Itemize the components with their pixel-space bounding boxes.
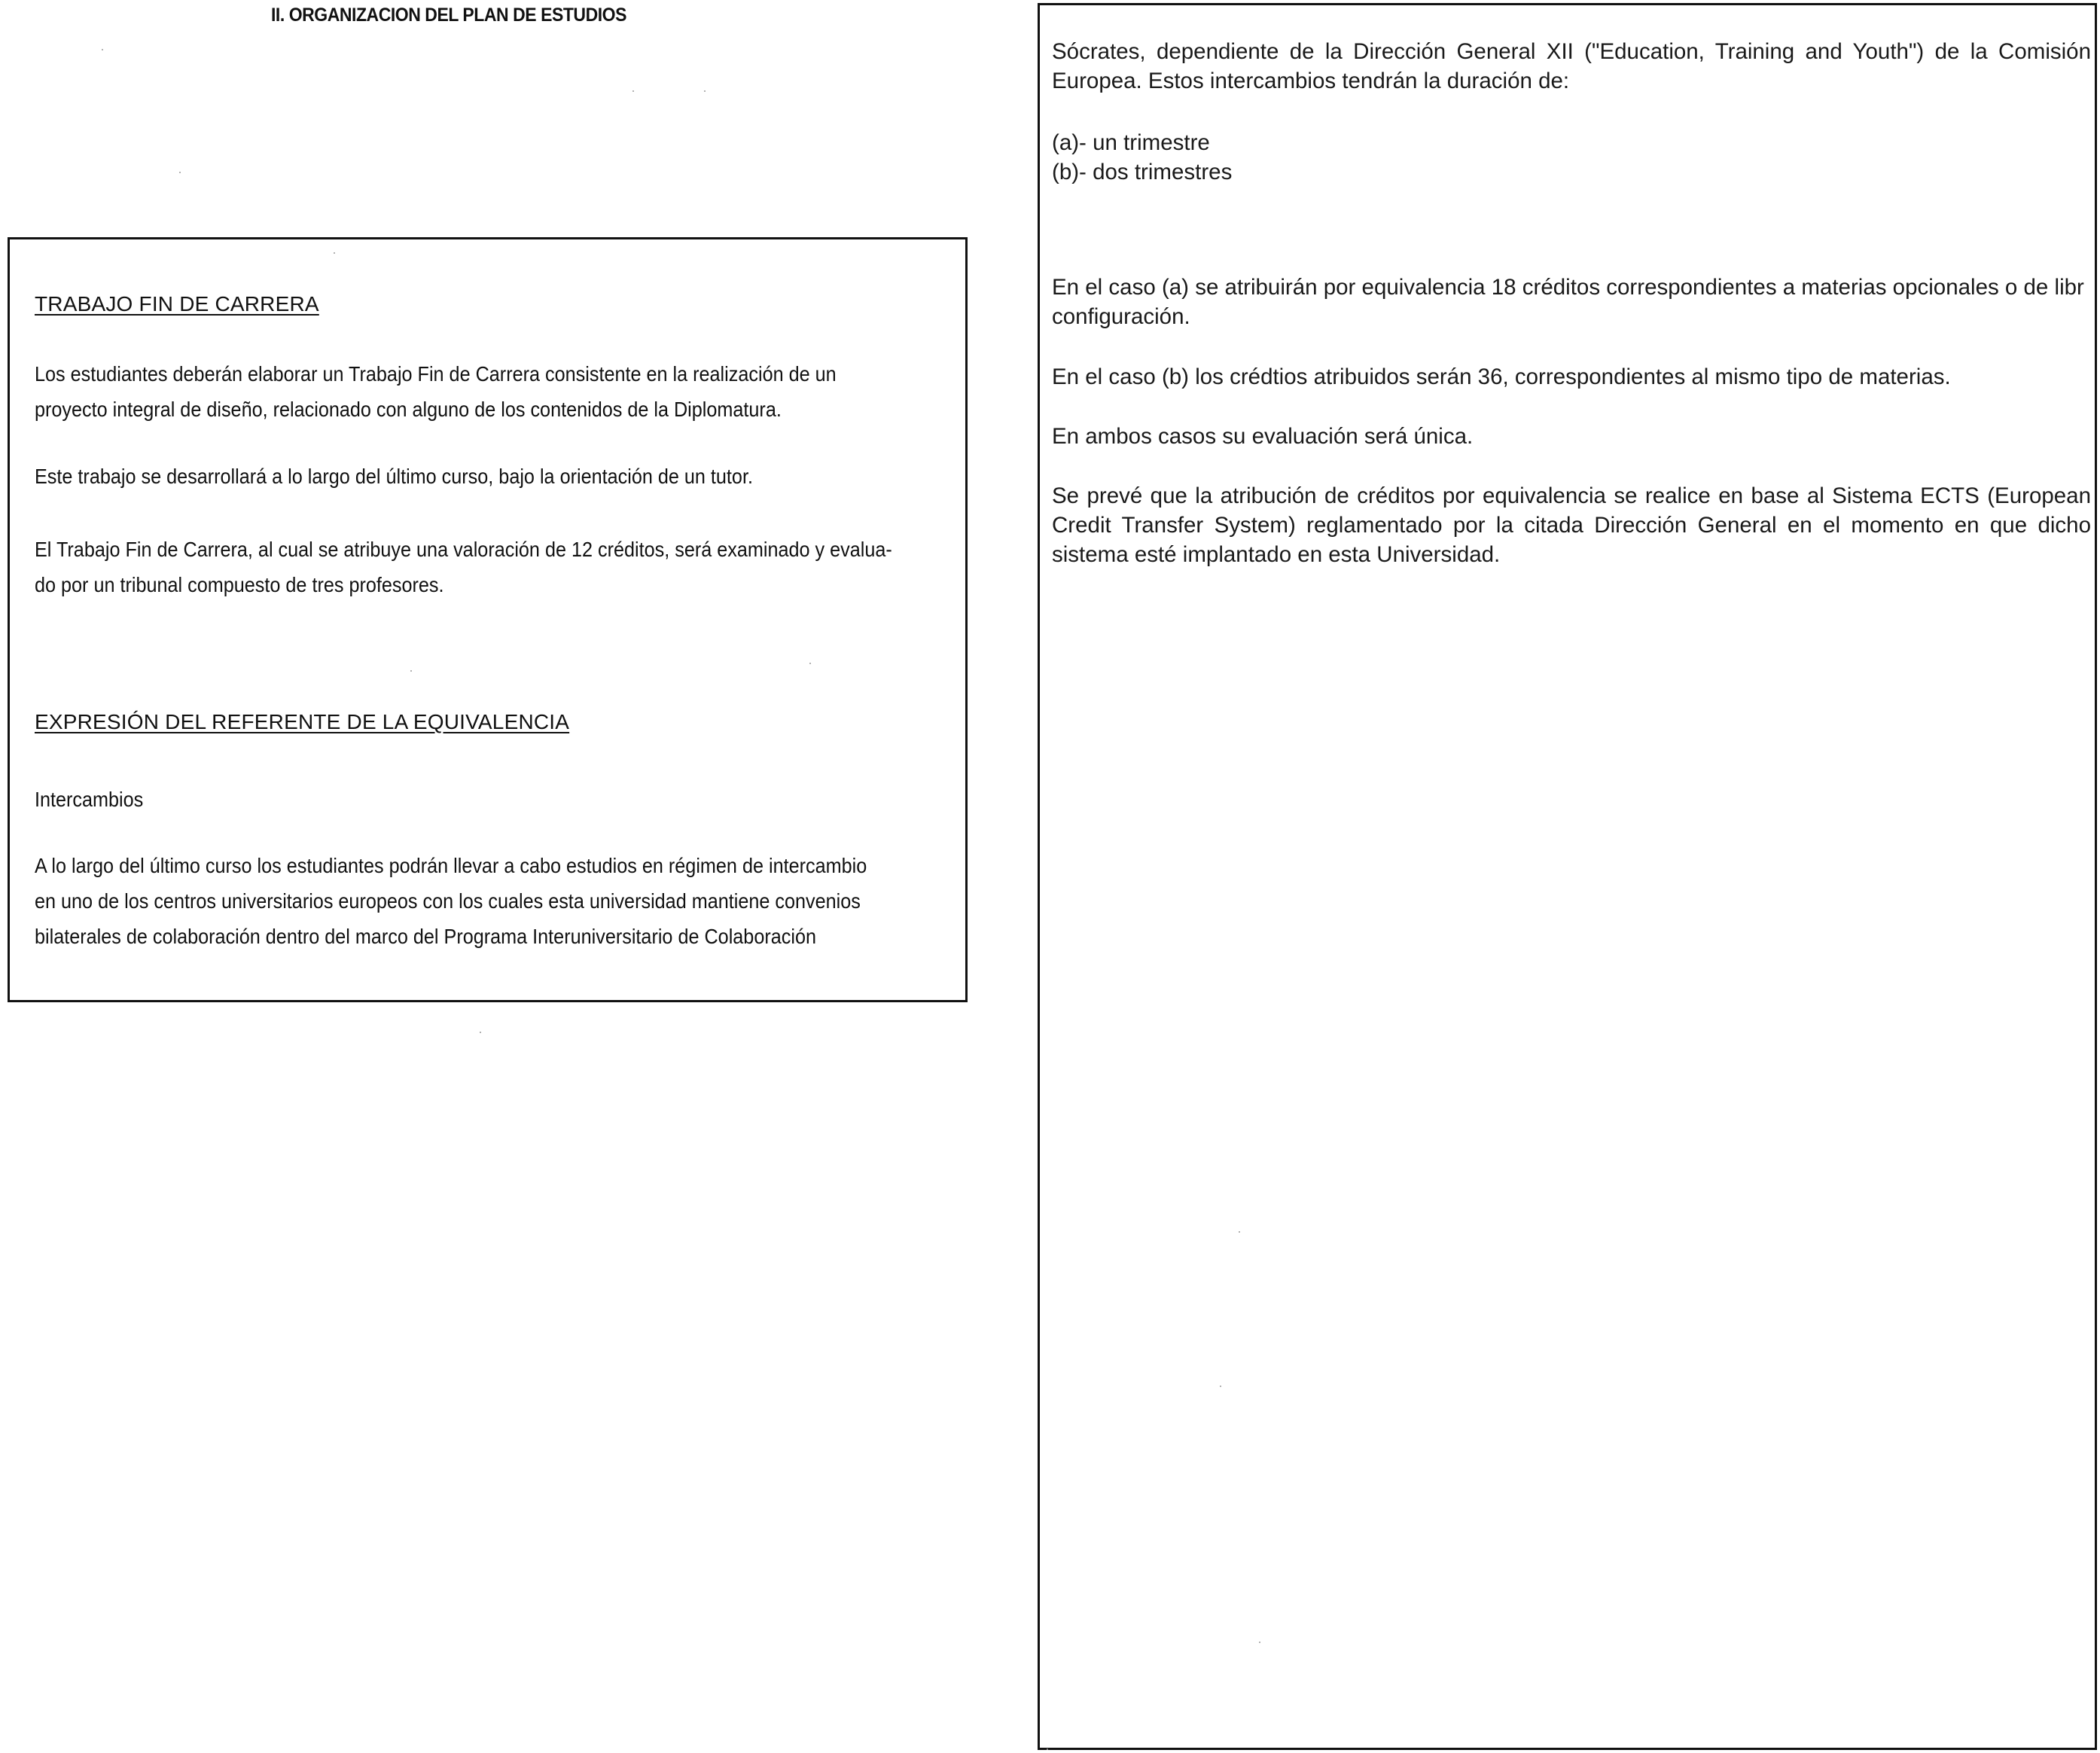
paragraph-line: En el caso (b) los crédtios atribuidos serán 36, correspondientes al mismo tipo de materias. <box>1052 364 1951 389</box>
paragraph-line: A lo largo del último curso los estudiantes podrán llevar a cabo estudios en régimen de intercambio <box>35 854 867 877</box>
section-heading-trabajo-fin-de-carrera: TRABAJO FIN DE CARRERA <box>35 292 319 316</box>
scan-speck <box>809 663 811 664</box>
paragraph-intercambios <box>35 848 959 954</box>
duration-options-list <box>1052 128 2091 187</box>
scan-speck <box>1047 1748 1048 1750</box>
scan-speck <box>1259 1642 1260 1643</box>
paragraph-both-cases <box>1052 422 2091 451</box>
paragraph-line: Sócrates, dependiente de la Dirección General XII ("Education, Training and Youth") de la Comisión <box>1052 39 2091 64</box>
paragraph-line: Este trabajo se desarrollará a lo largo del último curso, bajo la orientación de un tutor. <box>35 465 753 488</box>
paragraph-line: do por un tribunal compuesto de tres profesores. <box>35 573 444 596</box>
scan-speck <box>1220 1386 1221 1387</box>
scan-speck <box>179 172 181 173</box>
paragraph-line: en uno de los centros universitarios europeos con los cuales esta universidad mantiene convenios <box>35 889 861 913</box>
scan-speck <box>410 670 412 672</box>
scan-speck <box>632 90 634 92</box>
paragraph-case-b <box>1052 362 2091 392</box>
paragraph-case-a <box>1052 273 2091 331</box>
scan-speck <box>334 252 335 254</box>
list-item: (a)- un trimestre <box>1052 130 1210 155</box>
paragraph-trabajo-description <box>35 356 925 427</box>
paragraph-line: Intercambios <box>35 788 144 811</box>
subheading-intercambios <box>35 782 155 817</box>
paragraph-line: El Trabajo Fin de Carrera, al cual se atribuye una valoración de 12 créditos, será examinado y evalua- <box>35 538 892 561</box>
scan-speck <box>480 1032 481 1033</box>
paragraph-line: Se prevé que la atribución de créditos por equivalencia se realice en base al Sistema ECTS (European <box>1052 483 2091 508</box>
paragraph-line: Los estudiantes deberán elaborar un Trabajo Fin de Carrera consistente en la realización de un <box>35 362 837 386</box>
list-item: (b)- dos trimestres <box>1052 160 1233 184</box>
paragraph-line: En el caso (a) se atribuirán por equivalencia 18 créditos correspondientes a materias opcionales o de libr <box>1052 275 2084 300</box>
scan-speck <box>1239 1231 1240 1233</box>
paragraph-line: Credit Transfer System) reglamentado por la citada Dirección General en el momento en que dicho <box>1052 513 2091 538</box>
paragraph-line: bilaterales de colaboración dentro del marco del Programa Interuniversitario de Colaboración <box>35 925 816 948</box>
paragraph-line: En ambos casos su evaluación será única. <box>1052 424 1474 449</box>
paragraph-ects <box>1052 481 2091 569</box>
right-text-box <box>1038 3 2097 1750</box>
scan-speck <box>704 90 706 92</box>
section-heading-referente-equivalencia: EXPRESIÓN DEL REFERENTE DE LA EQUIVALENCIA <box>35 710 570 733</box>
paragraph-trabajo-tutor <box>35 459 833 494</box>
paragraph-line: sistema esté implantado en esta Universidad. <box>1052 542 1501 567</box>
paragraph-trabajo-evaluation <box>35 532 987 602</box>
scan-speck <box>102 49 103 50</box>
page-title: II. ORGANIZACION DEL PLAN DE ESTUDIOS <box>271 5 626 26</box>
paragraph-line: Europea. Estos intercambios tendrán la duración de: <box>1052 69 1570 93</box>
paragraph-line: proyecto integral de diseño, relacionado con alguno de los contenidos de la Diplomatura. <box>35 398 782 421</box>
paragraph-line: configuración. <box>1052 304 1190 329</box>
paragraph-socrates-intro <box>1052 37 2091 96</box>
left-text-box <box>8 237 968 1002</box>
